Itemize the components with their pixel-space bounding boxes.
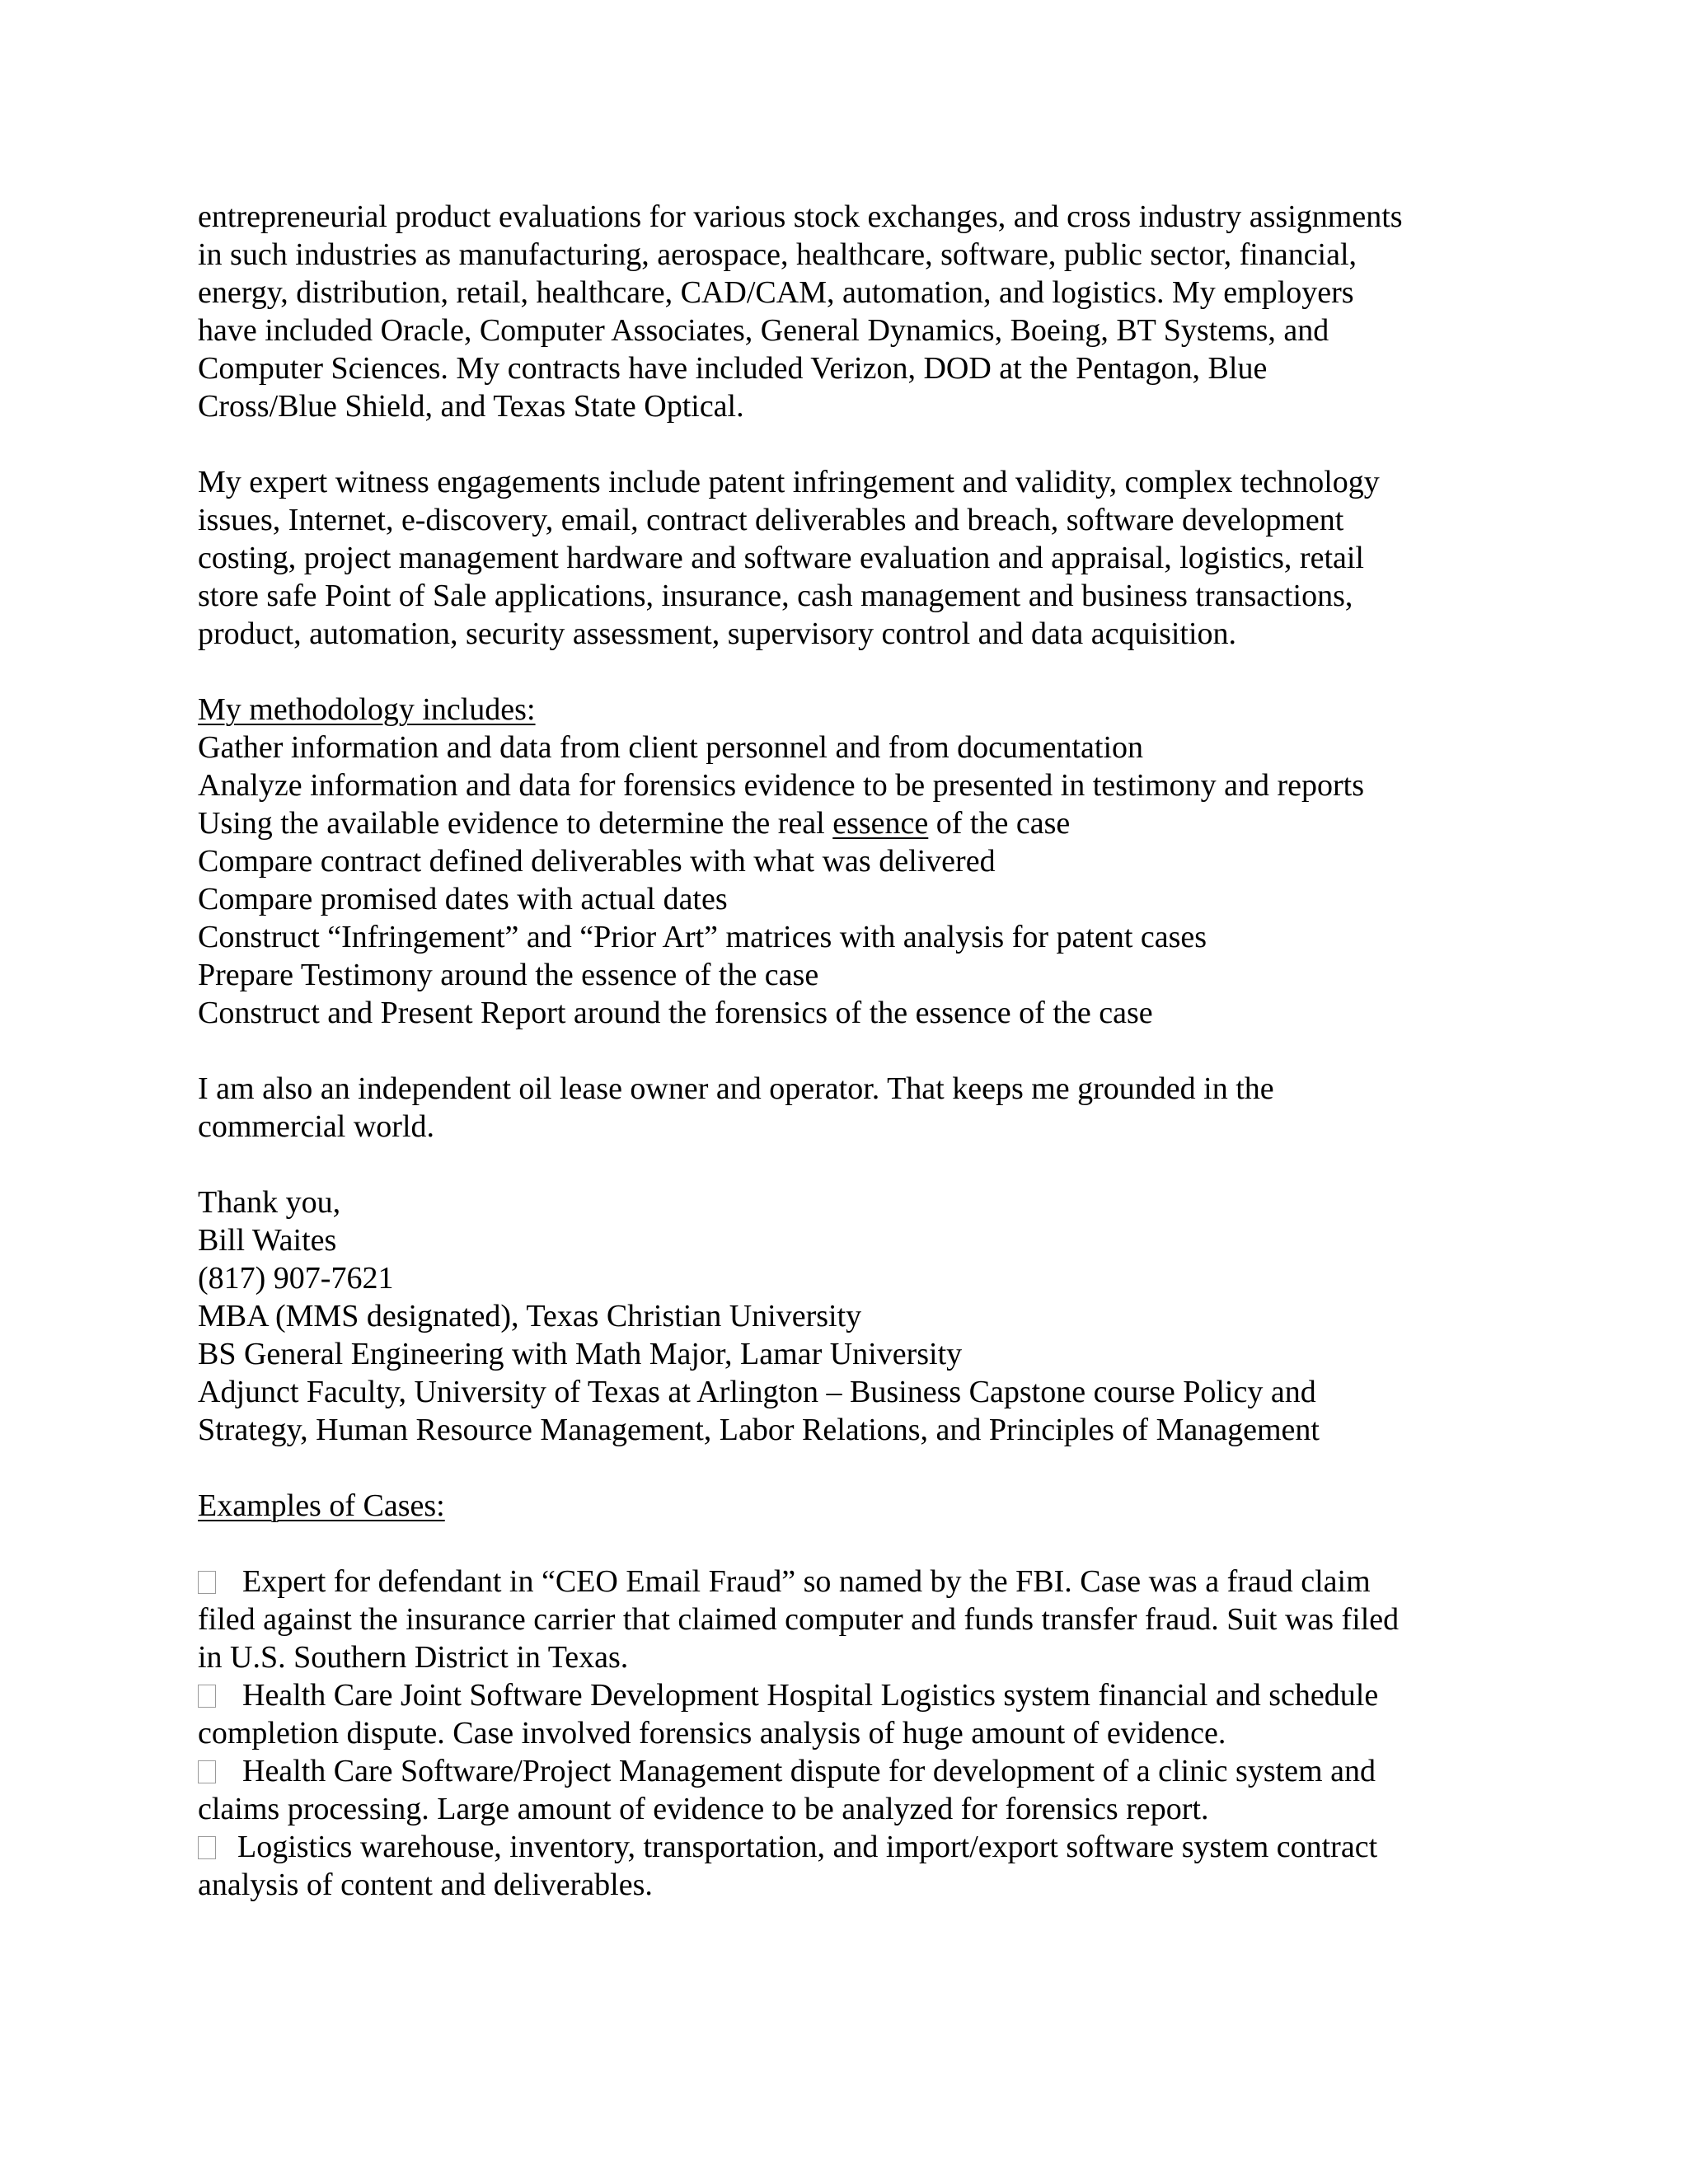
case-line: in U.S. Southern District in Texas. <box>198 1640 629 1675</box>
credential-line: Strategy, Human Resource Management, Labor Relations, and Principles of Management <box>198 1413 1320 1447</box>
cases-heading: Examples of Cases: <box>198 1488 445 1523</box>
methodology-item: Construct “Infringement” and “Prior Art” matrices with analysis for patent cases <box>198 920 1207 954</box>
intro-line: entrepreneurial product evaluations for various stock exchanges, and cross industry assignments <box>198 199 1403 234</box>
methodology-section <box>198 691 1484 1032</box>
bullet-box-icon <box>198 1760 216 1783</box>
signer-name: Bill Waites <box>198 1223 337 1258</box>
paragraph-spacer <box>198 1146 1484 1183</box>
paragraph-spacer <box>198 1449 1484 1487</box>
paragraph-spacer <box>198 425 1484 463</box>
methodology-item <box>198 804 1484 842</box>
bullet-box-icon <box>198 1571 216 1594</box>
intro-line: have included Oracle, Computer Associates, General Dynamics, Boeing, BT Systems, and <box>198 313 1329 348</box>
cases-section <box>198 1487 1484 1904</box>
case-line: completion dispute. Case involved forensics analysis of huge amount of evidence. <box>198 1716 1226 1750</box>
intro-line: Computer Sciences. My contracts have included Verizon, DOD at the Pentagon, Blue <box>198 351 1268 386</box>
intro-line: energy, distribution, retail, healthcare, CAD/CAM, automation, and logistics. My employers <box>198 275 1354 310</box>
paragraph-spacer <box>198 1032 1484 1070</box>
methodology-heading: My methodology includes: <box>198 692 536 727</box>
credential-line: MBA (MMS designated), Texas Christian University <box>198 1299 862 1333</box>
case-item <box>198 1676 1484 1752</box>
oil-line: commercial world. <box>198 1109 435 1144</box>
bullet-box-icon <box>198 1836 216 1859</box>
bullet-box-icon <box>198 1685 216 1708</box>
methodology-item: Analyze information and data for forensics evidence to be presented in testimony and reports <box>198 768 1365 803</box>
case-line: Health Care Software/Project Management dispute for development of a clinic system and <box>242 1754 1376 1788</box>
expert-line: My expert witness engagements include patent infringement and validity, complex technology <box>198 465 1380 499</box>
expert-line: issues, Internet, e-discovery, email, contract deliverables and breach, software development <box>198 503 1344 537</box>
oil-lease-paragraph <box>198 1070 1484 1146</box>
case-line: claims processing. Large amount of evidence to be analyzed for forensics report. <box>198 1792 1209 1826</box>
expert-line: store safe Point of Sale applications, insurance, cash management and business transactions, <box>198 579 1353 613</box>
expert-witness-paragraph <box>198 463 1484 653</box>
intro-line: Cross/Blue Shield, and Texas State Optical. <box>198 389 744 424</box>
case-item <box>198 1563 1484 1676</box>
phone-number: (817) 907-7621 <box>198 1261 394 1296</box>
paragraph-spacer <box>198 653 1484 691</box>
intro-paragraph <box>198 198 1484 425</box>
paragraph-spacer <box>198 1525 1484 1563</box>
case-line: analysis of content and deliverables. <box>198 1868 653 1902</box>
case-line: Expert for defendant in “CEO Email Fraud” so named by the FBI. Case was a fraud claim <box>242 1564 1371 1599</box>
case-item <box>198 1828 1484 1904</box>
intro-line: in such industries as manufacturing, aerospace, healthcare, software, public sector, financial, <box>198 237 1357 272</box>
methodology-item: Compare contract defined deliverables with what was delivered <box>198 844 996 879</box>
credential-line: BS General Engineering with Math Major, Lamar University <box>198 1337 963 1371</box>
methodology-item: Prepare Testimony around the essence of the case <box>198 958 819 992</box>
closing-text: Thank you, <box>198 1185 341 1220</box>
methodology-item-text: of the case <box>928 806 1071 841</box>
case-line: Logistics warehouse, inventory, transportation, and import/export software system contract <box>237 1830 1378 1864</box>
credential-line: Adjunct Faculty, University of Texas at Arlington – Business Capstone course Policy and <box>198 1375 1316 1409</box>
signature-block <box>198 1183 1484 1449</box>
document-body <box>198 198 1484 1904</box>
methodology-item: Compare promised dates with actual dates <box>198 882 728 916</box>
expert-line: costing, project management hardware and software evaluation and appraisal, logistics, retail <box>198 541 1364 575</box>
case-line: Health Care Joint Software Development Hospital Logistics system financial and schedule <box>242 1678 1379 1713</box>
case-item <box>198 1752 1484 1828</box>
methodology-item: Gather information and data from client personnel and from documentation <box>198 730 1144 765</box>
essence-underlined-word: essence <box>832 806 929 841</box>
oil-line: I am also an independent oil lease owner and operator. That keeps me grounded in the <box>198 1071 1274 1106</box>
case-line: filed against the insurance carrier that claimed computer and funds transfer fraud. Suit was filed <box>198 1602 1400 1637</box>
methodology-item: Construct and Present Report around the forensics of the essence of the case <box>198 996 1153 1030</box>
expert-line: product, automation, security assessment, supervisory control and data acquisition. <box>198 616 1237 651</box>
methodology-item-text: Using the available evidence to determine the real <box>198 806 833 841</box>
